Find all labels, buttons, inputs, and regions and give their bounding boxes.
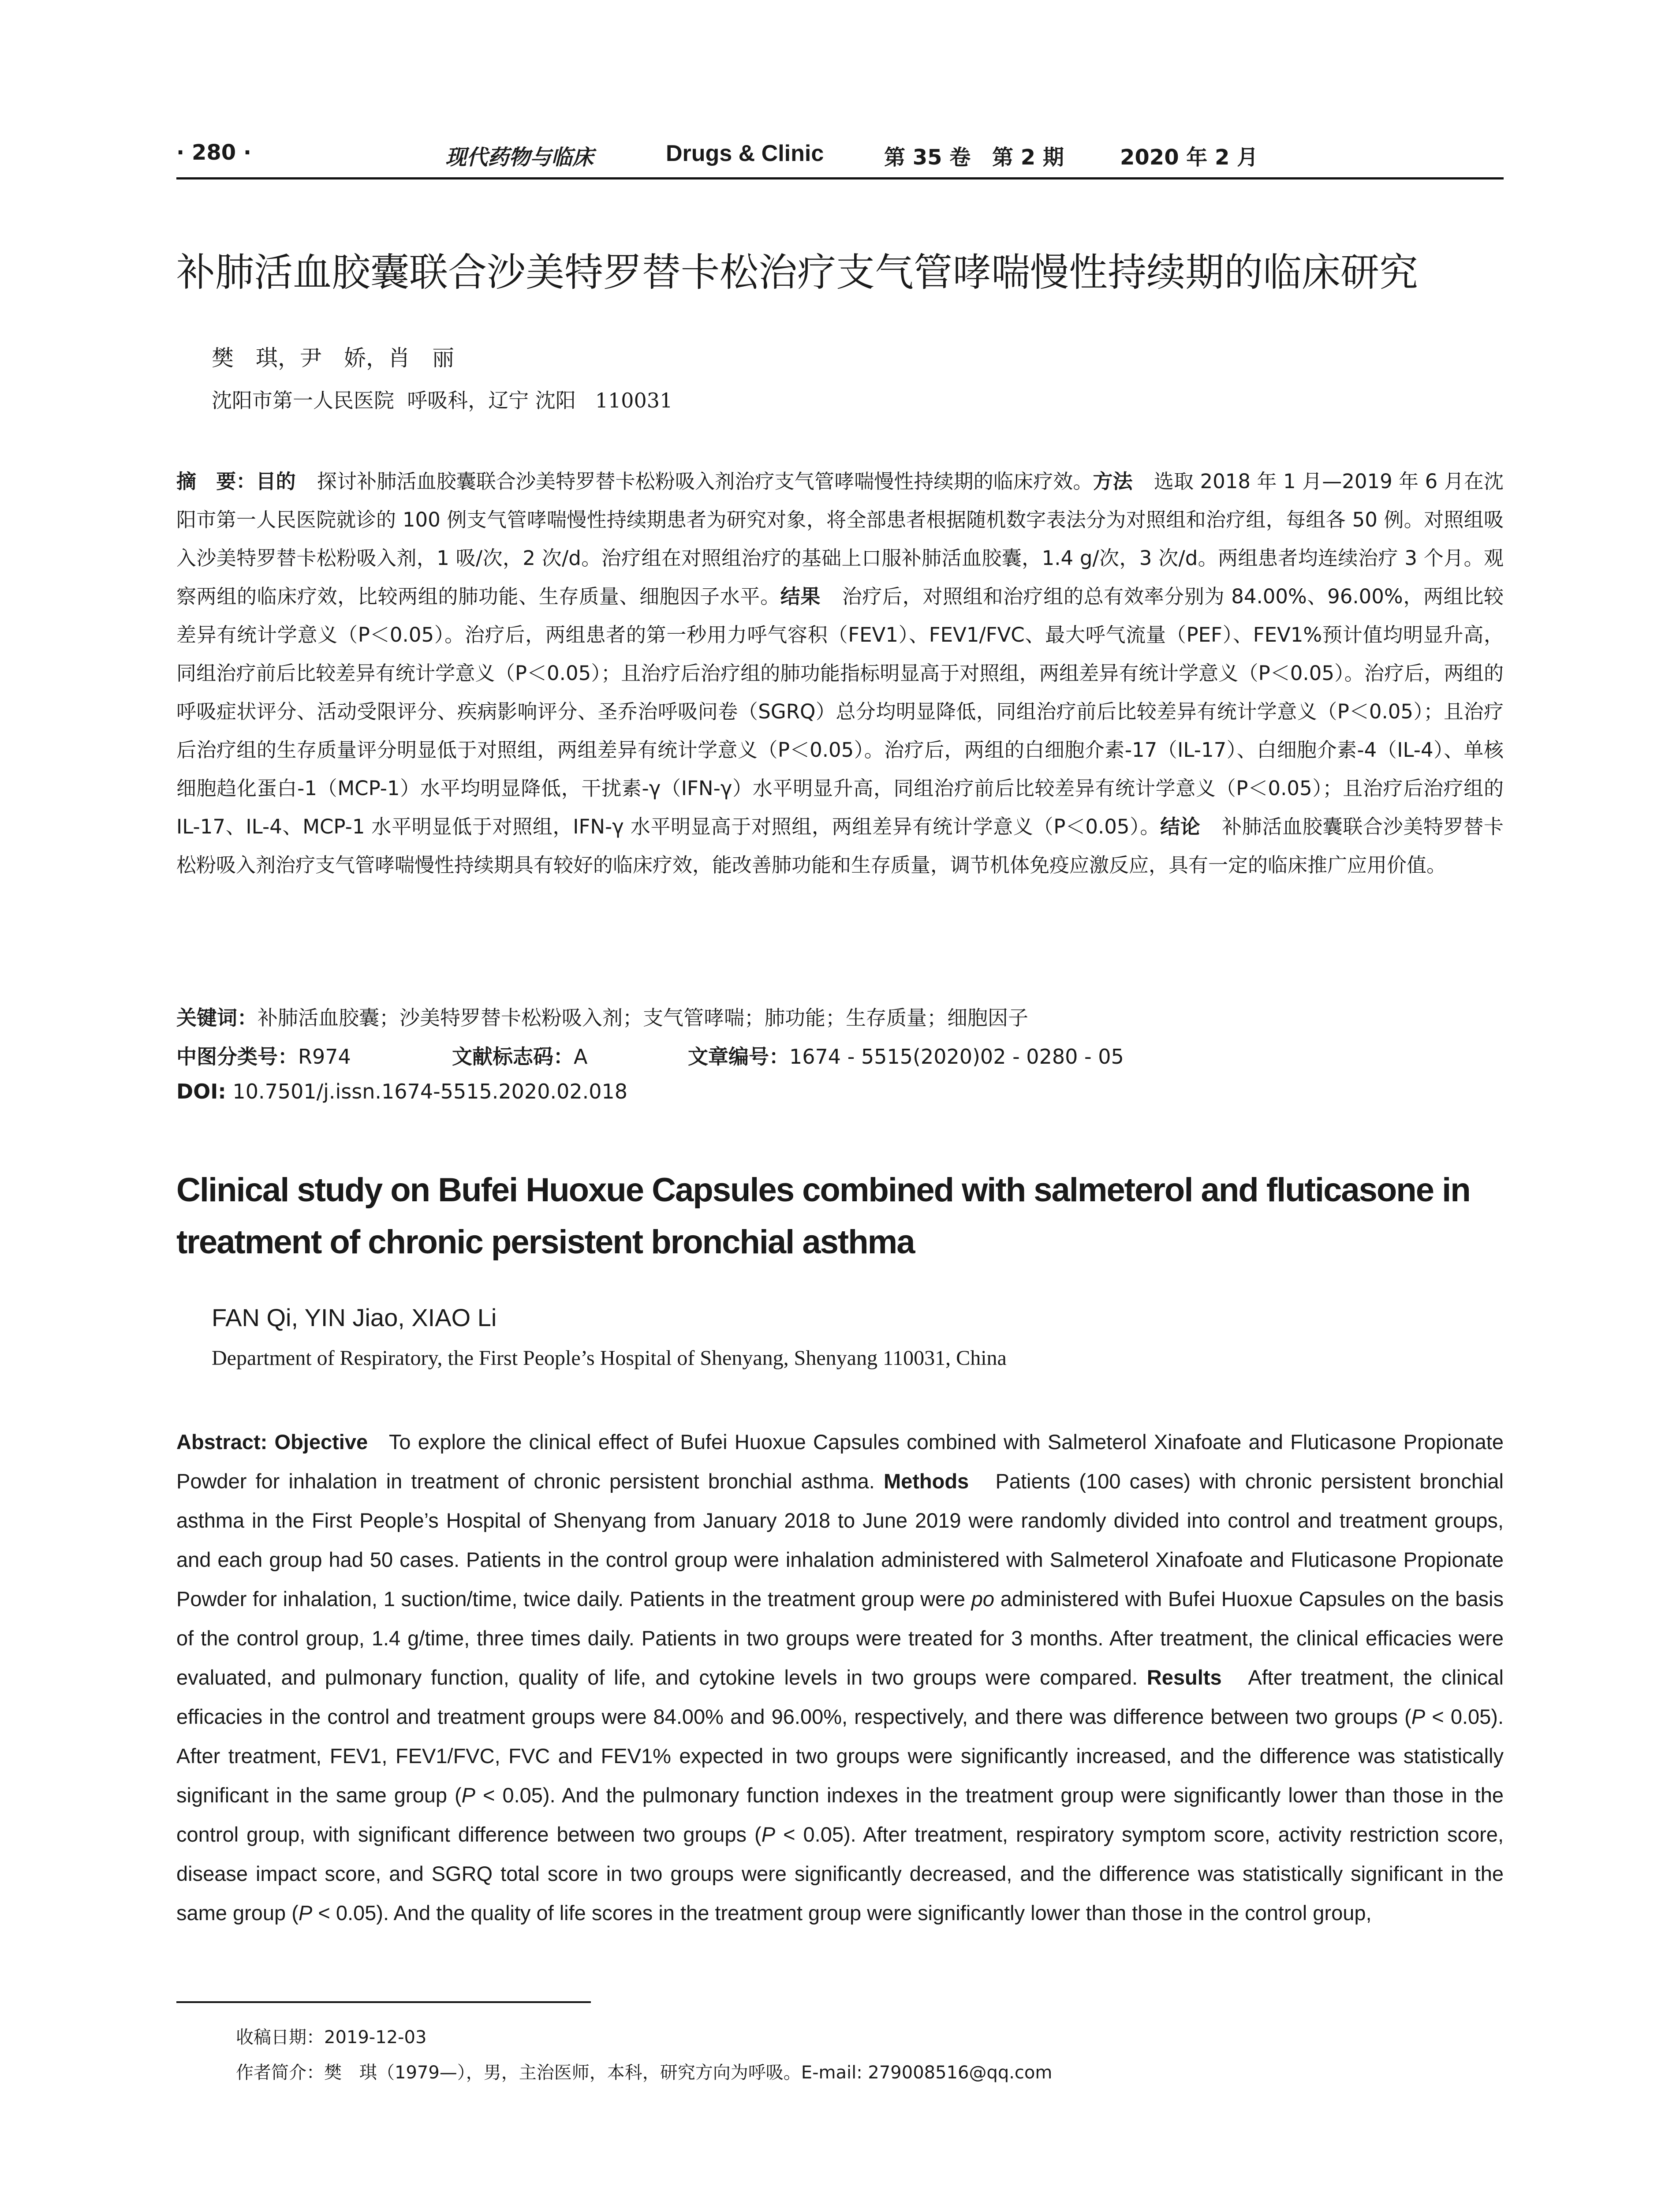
clc-value: R974 — [298, 1045, 351, 1069]
conclusion-label-cn: 结论 — [1160, 815, 1201, 838]
document-code-label: 文献标志码： — [452, 1045, 574, 1069]
received-date: 收稿日期：2019-12-03 — [236, 2027, 427, 2048]
methods-text-en-b: administered with Bufei Huoxue Capsules on the basis of the control group, 1.4 g/time, three times daily. Patients in two groups were treated for 3 months. After treatment, the clinical efficacies were evaluated, and pulmonary function, quality of life, and cytokine levels in two groups were compared. — [176, 1587, 1504, 1689]
title-en: Clinical study on Bufei Huoxue Capsules combined with salmeterol and fluticasone in treatment of chronic persistent bronchial asthma — [176, 1171, 1470, 1261]
issue: 第 2 期 — [992, 145, 1064, 170]
authors-en: FAN Qi, YIN Jiao, XIAO Li — [212, 1304, 497, 1331]
document-code — [452, 1041, 587, 1070]
header-rule — [176, 177, 1504, 179]
affiliation-en: Department of Respiratory, the First People’s Hospital of Shenyang, Shenyang 110031, China — [212, 1346, 1007, 1370]
keywords — [176, 1002, 1028, 1031]
article-number-value: 1674 - 5515(2020)02 - 0280 - 05 — [789, 1045, 1124, 1069]
page-number: · 280 · — [176, 140, 252, 165]
abstract-en-label: Abstract: — [176, 1430, 268, 1454]
affiliation-cn: 沈阳市第一人民医院 呼吸科，辽宁 沈阳 110031 — [212, 389, 673, 412]
author-bio: 作者简介：樊 琪（1979—），男，主治医师，本科，研究方向为呼吸。E-mail: 279008516@qq.com — [236, 2063, 1053, 2083]
issue-date: 2020 年 2 月 — [1120, 145, 1258, 170]
results-text-en-3: < 0.05). And the pulmonary function indexes in the treatment group were significantly lower than those in the control group, with significant difference between two groups ( — [176, 1783, 1504, 1846]
objective-label-en: Objective — [274, 1430, 368, 1454]
abstract-cn-label: 摘 要： — [176, 470, 256, 493]
p-symbol: P — [1411, 1705, 1426, 1728]
title-cn: 补肺活血胶囊联合沙美特罗替卡松治疗支气管哮喘慢性持续期的临床研究 — [176, 250, 1419, 295]
doi-label: DOI: — [176, 1080, 226, 1103]
clc-label: 中图分类号： — [176, 1045, 298, 1069]
results-label-cn: 结果 — [780, 585, 821, 608]
keywords-label: 关键词： — [176, 1006, 258, 1030]
methods-po: po — [971, 1587, 995, 1611]
clc-number — [176, 1041, 351, 1070]
p-symbol: P — [461, 1783, 476, 1807]
results-text-en-2: < 0.05). After treatment, FEV1, FEV1/FVC, FVC and FEV1% expected in two groups were significantly increased, and the difference was statistically significant in the same group ( — [176, 1705, 1504, 1807]
keywords-text: 补肺活血胶囊；沙美特罗替卡松粉吸入剂；支气管哮喘；肺功能；生存质量；细胞因子 — [258, 1006, 1028, 1030]
methods-label-cn: 方法 — [1093, 470, 1133, 493]
objective-text-cn: 探讨补肺活血胶囊联合沙美特罗替卡松粉吸入剂治疗支气管哮喘慢性持续期的临床疗效。 — [317, 470, 1093, 493]
conclusion-text-cn: 补肺活血胶囊联合沙美特罗替卡松粉吸入剂治疗支气管哮喘慢性持续期具有较好的临床疗效，能改善肺功能和生存质量，调节机体免疫应激反应，具有一定的临床推广应用价值。 — [176, 815, 1504, 877]
results-text-cn: 治疗后，对照组和治疗组的总有效率分别为 84.00%、96.00%，两组比较差异有统计学意义（P＜0.05）。治疗后，两组患者的第一秒用力呼气容积（FEV1）、FEV1/FVC、最大呼气流量（PEF）、FEV1%预计值均明显升高，同组治疗前后比较差异有统计学意义（P＜0.05）；且治疗后治疗组的肺功能指标明显高于对照组，两组差异有统计学意义（P＜0.05）。治疗后，两组的呼吸症状评分、活动受限评分、疾病影响评分、圣乔治呼吸问卷（SGRQ）总分均明显降低，同组治疗前后比较差异有统计学意义（P＜0.05）；且治疗后治疗组的生存质量评分明显低于对照组，两组差异有统计学意义（P＜0.05）。治疗后，两组的白细胞介素-17（IL-17）、白细胞介素-4（IL-4）、单核细胞趋化蛋白-1（MCP-1）水平均明显降低，干扰素-γ（IFN-γ）水平明显升高，同组治疗前后比较差异有统计学意义（P＜0.05）；且治疗后治疗组的 IL-17、IL-4、MCP-1 水平明显低于对照组，IFN-γ 水平明显高于对照组，两组差异有统计学意义（P＜0.05）。 — [176, 585, 1504, 838]
methods-label-en: Methods — [883, 1469, 969, 1493]
results-text-en-4: < 0.05). After treatment, respiratory symptom score, activity restriction score, disease impact score, and SGRQ total score in two groups were significantly decreased, and the difference was statistically significant in the same group ( — [176, 1823, 1504, 1925]
objective-text-en: To explore the clinical effect of Bufei Huoxue Capsules combined with Salmeterol Xinafoate and Fluticasone Propionate Powder for inhalation in treatment of chronic persistent bronchial asthma. — [176, 1430, 1504, 1493]
p-symbol: P — [298, 1901, 313, 1925]
journal-name-en: Drugs & Clinic — [666, 141, 824, 166]
methods-text-cn: 选取 2018 年 1 月—2019 年 6 月在沈阳市第一人民医院就诊的 100 例支气管哮喘慢性持续期患者为研究对象，将全部患者根据随机数字表法分为对照组和治疗组，每组各 50 例。对照组吸入沙美特罗替卡松粉吸入剂，1 吸/次，2 次/d。治疗组在对照组治疗的基础上口服补肺活血胶囊，1.4 g/次，3 次/d。两组患者均连续治疗 3 个月。观察两组的临床疗效，比较两组的肺功能、生存质量、细胞因子水平。 — [176, 470, 1504, 608]
article-number-label: 文章编号： — [688, 1045, 789, 1069]
objective-label-cn: 目的 — [256, 470, 296, 493]
authors-cn: 樊 琪，尹 娇，肖 丽 — [212, 345, 454, 371]
methods-text-en-a: Patients (100 cases) with chronic persistent bronchial asthma in the First People’s Hospital of Shenyang from January 2018 to June 2019 were randomly divided into control and treatment groups, and each group had 50 cases. Patients in the control group were inhalation administered with Salmeterol Xinafoate and Fluticasone Propionate Powder for inhalation, 1 suction/time, twice daily. Patients in the treatment group were — [176, 1469, 1504, 1611]
p-symbol: P — [761, 1823, 776, 1846]
volume: 第 35 卷 — [884, 145, 971, 170]
article-number — [688, 1041, 1124, 1070]
abstract-en — [176, 1422, 1504, 1932]
doi-value: 10.7501/j.issn.1674-5515.2020.02.018 — [226, 1080, 628, 1103]
document-code-value: A — [574, 1045, 588, 1069]
abstract-cn — [176, 462, 1504, 884]
results-text-en-5: < 0.05). And the quality of life scores in the treatment group were significantly lower than those in the control group, — [312, 1901, 1372, 1925]
results-text-en-1: After treatment, the clinical efficacies in the control and treatment groups were 84.00% and 96.00%, respectively, and there was difference between two groups ( — [176, 1666, 1504, 1728]
footnote-rule — [176, 2001, 591, 2003]
doi — [176, 1080, 627, 1103]
results-label-en: Results — [1146, 1666, 1222, 1689]
journal-name-cn: 现代药物与临床 — [445, 145, 594, 170]
